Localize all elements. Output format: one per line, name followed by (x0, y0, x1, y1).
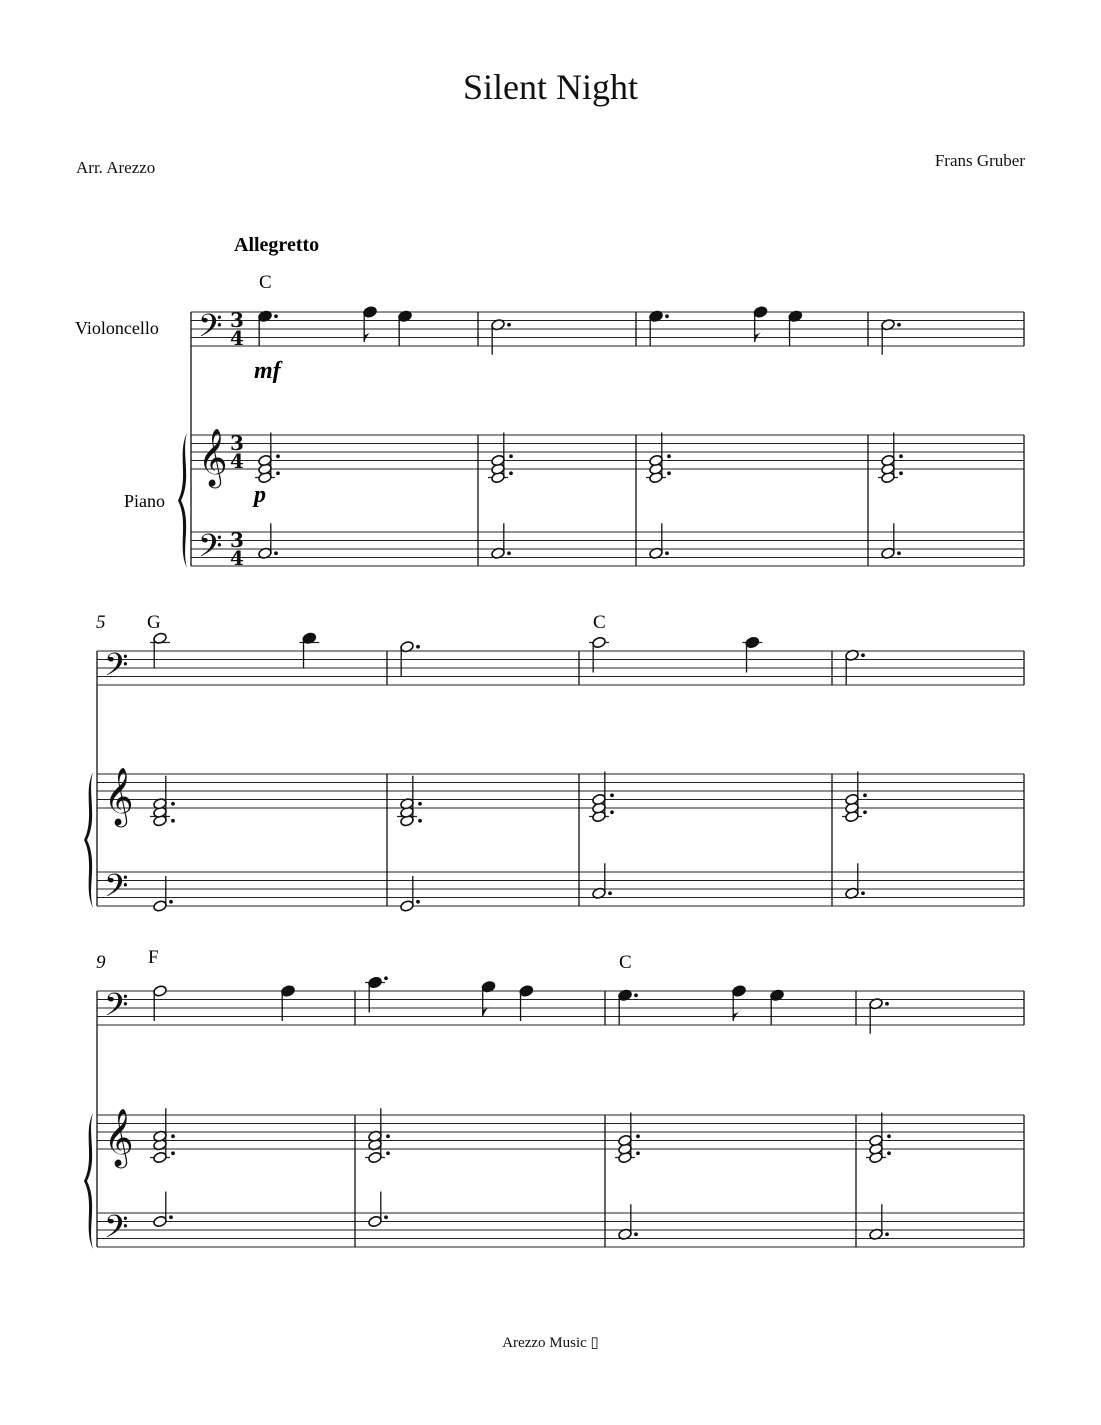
augmentation-dot (171, 1134, 175, 1138)
piano-lh-note (368, 1215, 383, 1228)
time-signature-top: 3 (230, 528, 244, 552)
dynamic-cello: mf (254, 358, 281, 384)
augmentation-dot (384, 1215, 388, 1219)
augmentation-dot (386, 1151, 390, 1155)
bass-clef-icon: 𝄢 (198, 527, 223, 572)
augmentation-dot (899, 471, 903, 475)
note-flag (755, 330, 764, 342)
time-signature-top: 3 (230, 308, 244, 332)
treble-clef-icon: 𝄞 (104, 1108, 134, 1167)
note-flag (733, 1009, 742, 1021)
augmentation-dot (509, 454, 513, 458)
augmentation-dot (509, 471, 513, 475)
note-flag (483, 1005, 492, 1017)
treble-clef-icon: 𝄞 (198, 428, 228, 487)
time-signature-top: 3 (230, 431, 244, 455)
chord-symbol: C (593, 612, 606, 633)
augmentation-dot (665, 314, 669, 318)
augmentation-dot (169, 900, 173, 904)
footer-brand: Arezzo Music ▯ (502, 1335, 599, 1351)
bass-clef-icon: 𝄢 (104, 867, 129, 912)
augmentation-dot (861, 653, 865, 657)
augmentation-dot (897, 323, 901, 327)
augmentation-dot (887, 1151, 891, 1155)
piano-lh-note (400, 900, 415, 913)
augmentation-dot (634, 993, 638, 997)
augmentation-dot (897, 551, 901, 555)
bass-clef-icon: 𝄢 (104, 986, 129, 1031)
augmentation-dot (384, 976, 388, 980)
augmentation-dot (507, 551, 511, 555)
augmentation-dot (608, 891, 612, 895)
augmentation-dot (171, 802, 175, 806)
augmentation-dot (863, 810, 867, 814)
instrument-label-cello: Violoncello (75, 318, 159, 338)
bass-clef-icon: 𝄢 (104, 1208, 129, 1253)
note-flag (364, 330, 373, 342)
time-signature-bottom: 4 (230, 546, 244, 570)
augmentation-dot (274, 551, 278, 555)
augmentation-dot (416, 900, 420, 904)
augmentation-dot (610, 810, 614, 814)
piano-brace (84, 1113, 93, 1249)
arranger-credit: Arr. Arezzo (76, 158, 156, 177)
piano-lh-note (153, 900, 168, 913)
cello-note (592, 636, 607, 649)
augmentation-dot (863, 793, 867, 797)
chord-symbol: G (147, 612, 161, 633)
treble-clef-icon: 𝄞 (104, 767, 134, 826)
measure-number: 5 (96, 612, 106, 633)
cello-note (732, 985, 747, 998)
augmentation-dot (386, 1134, 390, 1138)
augmentation-dot (274, 314, 278, 318)
augmentation-dot (507, 323, 511, 327)
cello-note (153, 985, 168, 998)
augmentation-dot (667, 454, 671, 458)
augmentation-dot (634, 1232, 638, 1236)
cello-note (745, 636, 760, 649)
dynamic-piano: p (254, 482, 266, 508)
augmentation-dot (899, 454, 903, 458)
piano-brace (84, 772, 93, 908)
augmentation-dot (418, 802, 422, 806)
cello-note (368, 976, 383, 989)
cello-note (281, 985, 296, 998)
bass-clef-icon: 𝄢 (104, 646, 129, 691)
cello-note (519, 985, 534, 998)
chord-symbol: C (619, 952, 632, 973)
augmentation-dot (171, 819, 175, 823)
augmentation-dot (887, 1134, 891, 1138)
augmentation-dot (416, 645, 420, 649)
augmentation-dot (418, 819, 422, 823)
instrument-label-piano: Piano (124, 491, 166, 511)
bass-clef-icon: 𝄢 (198, 307, 223, 352)
augmentation-dot (610, 793, 614, 797)
score-title: Silent Night (462, 67, 638, 107)
cello-note (363, 306, 378, 319)
time-signature-bottom: 4 (230, 326, 244, 350)
augmentation-dot (169, 1215, 173, 1219)
augmentation-dot (636, 1151, 640, 1155)
piano-rh-note (153, 1151, 168, 1164)
chord-symbol: F (148, 947, 159, 968)
piano-brace (178, 433, 187, 568)
time-signature-bottom: 4 (230, 449, 244, 473)
cello-note (753, 306, 768, 319)
augmentation-dot (667, 471, 671, 475)
augmentation-dot (636, 1134, 640, 1138)
augmentation-dot (276, 471, 280, 475)
composer-credit: Frans Gruber (934, 151, 1025, 170)
augmentation-dot (665, 551, 669, 555)
measure-number: 9 (96, 952, 106, 973)
augmentation-dot (276, 454, 280, 458)
chord-symbol: C (259, 272, 272, 293)
piano-lh-note (153, 1215, 168, 1228)
tempo-marking: Allegretto (234, 234, 320, 256)
augmentation-dot (885, 1232, 889, 1236)
augmentation-dot (885, 1002, 889, 1006)
augmentation-dot (861, 891, 865, 895)
augmentation-dot (171, 1151, 175, 1155)
piano-rh-note (368, 1151, 383, 1164)
